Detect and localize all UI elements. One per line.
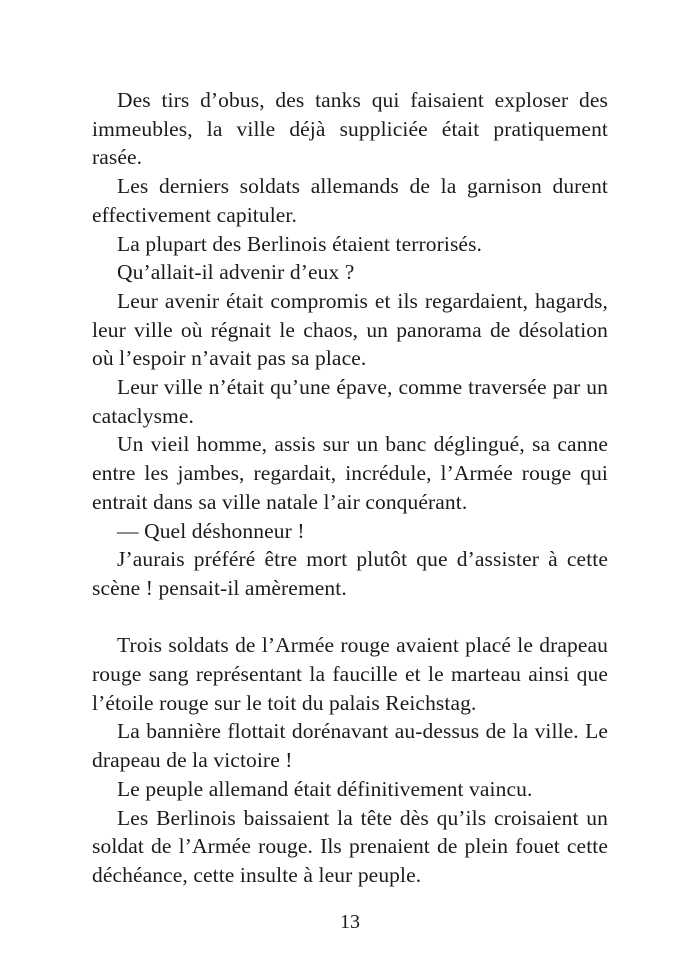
paragraph: — Quel déshonneur ! bbox=[117, 518, 305, 543]
paragraph: La plupart des Berlinois étaient terrorisés. bbox=[117, 231, 483, 256]
paragraph: Leur avenir était compromis et ils regardaient, hagards, leur ville où régnait le chaos, un panorama de désolation où l’espoir n’avait pas sa place. bbox=[92, 288, 608, 371]
paragraph: Des tirs d’obus, des tanks qui faisaient exploser des immeubles, la ville déjà suppliciée était pratiquement rasée. bbox=[92, 88, 608, 170]
paragraph: Qu’allait-il advenir d’eux ? bbox=[117, 260, 355, 285]
paragraph: J’aurais préféré être mort plutôt que d’assister à cette scène ! pensait-il amèrement. bbox=[92, 547, 608, 600]
text-section-2 bbox=[92, 631, 608, 889]
text-section-1 bbox=[92, 86, 608, 603]
paragraph: Le peuple allemand était définitivement vaincu. bbox=[117, 776, 533, 801]
paragraph: La bannière flottait dorénavant au-dessus de la ville. Le drapeau de la victoire ! bbox=[92, 719, 608, 773]
paragraph: Un vieil homme, assis sur un banc déglingué, sa canne entre les jambes, regardait, incrédule, l’Armée rouge qui entrait dans sa ville natale l’air conquérant. bbox=[92, 432, 608, 514]
paragraph: Leur ville n’était qu’une épave, comme traversée par un cataclysme. bbox=[92, 375, 608, 428]
paragraph: Les derniers soldats allemands de la garnison durent effectivement capituler. bbox=[92, 174, 608, 227]
page-number: 13 bbox=[340, 911, 360, 933]
paragraph: Les Berlinois baissaient la tête dès qu’ils croisaient un soldat de l’Armée rouge. Ils prenaient de plein fouet cette déchéance, cette insulte à leur peuple. bbox=[92, 805, 608, 887]
paragraph: Trois soldats de l’Armée rouge avaient placé le drapeau rouge sang représentant la faucille et le marteau ainsi que l’étoile rouge sur le toit du palais Reichstag. bbox=[92, 633, 608, 715]
